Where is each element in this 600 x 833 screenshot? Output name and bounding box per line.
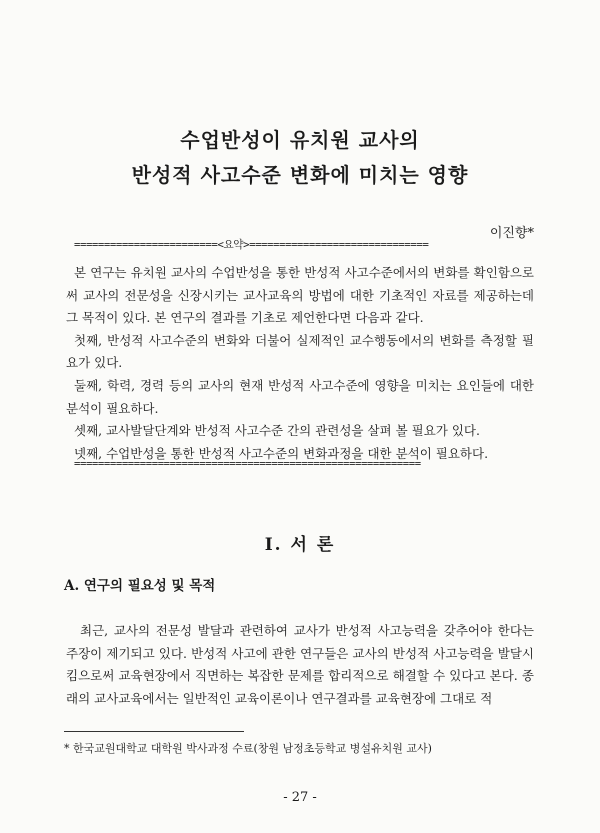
body-text: [66, 620, 534, 710]
abstract-block: [66, 262, 534, 465]
paper-title-line-2: 반성적 사고수준 변화에 미치는 영향: [131, 163, 469, 187]
abstract-paragraph: 넷째, 수업반성을 통한 반성적 사고수준의 변화과정을 대한 분석이 필요하다.: [74, 445, 489, 461]
paper-title-line-1: 수업반성이 유치원 교사의: [180, 128, 420, 152]
body-paragraph: 최근, 교사의 전문성 발달과 관련하여 교사가 반성적 사고능력을 갖추어야 한다는 주장이 제기되고 있다. 반성적 사고에 관한 연구들은 교사의 반성적 사고능력을 발달시킴으로써 교육현장에서 직면하는 복잡한 문제를 합리적으로 해결할 수 있다고 본다. 종래의 교사교육에서는 일반적인 교육이론이나 연구결과를 교육현장에 그대로 적: [66, 623, 534, 706]
footnote-divider: [64, 731, 244, 732]
abstract-paragraph: 둘째, 학력, 경력 등의 교사의 현재 반성적 사고수준에 영향을 미치는 요인들에 대한 분석이 필요하다.: [66, 377, 534, 416]
abstract-top-rule: ========================<요약>==============================: [74, 239, 429, 251]
page-number: - 27 -: [283, 790, 317, 805]
footnote: * 한국교원대학교 대학원 박사과정 수료(창원 남정초등학교 병설유치원 교사): [64, 742, 432, 755]
abstract-paragraph: 셋째, 교사발달단계와 반성적 사고수준 간의 관련성을 살펴 볼 필요가 있다.: [74, 423, 480, 439]
author-name: 이진향*: [489, 226, 534, 241]
abstract-paragraph: 본 연구는 유치원 교사의 수업반성을 통한 반성적 사고수준에서의 변화를 확인함으로써 교사의 전문성을 신장시키는 교사교육의 방법에 대한 기초적인 자료를 제공하는데 그 목적이 있다. 본 연구의 결과를 기초로 제언한다면 다음과 같다.: [66, 265, 534, 326]
section-heading: I. 서 론: [264, 535, 336, 555]
abstract-bottom-rule: ==========================================================: [74, 458, 421, 470]
abstract-paragraph: 첫째, 반성적 사고수준의 변화와 더불어 실제적인 교수행동에서의 변화를 측정할 필요가 있다.: [66, 332, 534, 371]
subsection-heading: A. 연구의 필요성 및 목적: [64, 578, 216, 594]
